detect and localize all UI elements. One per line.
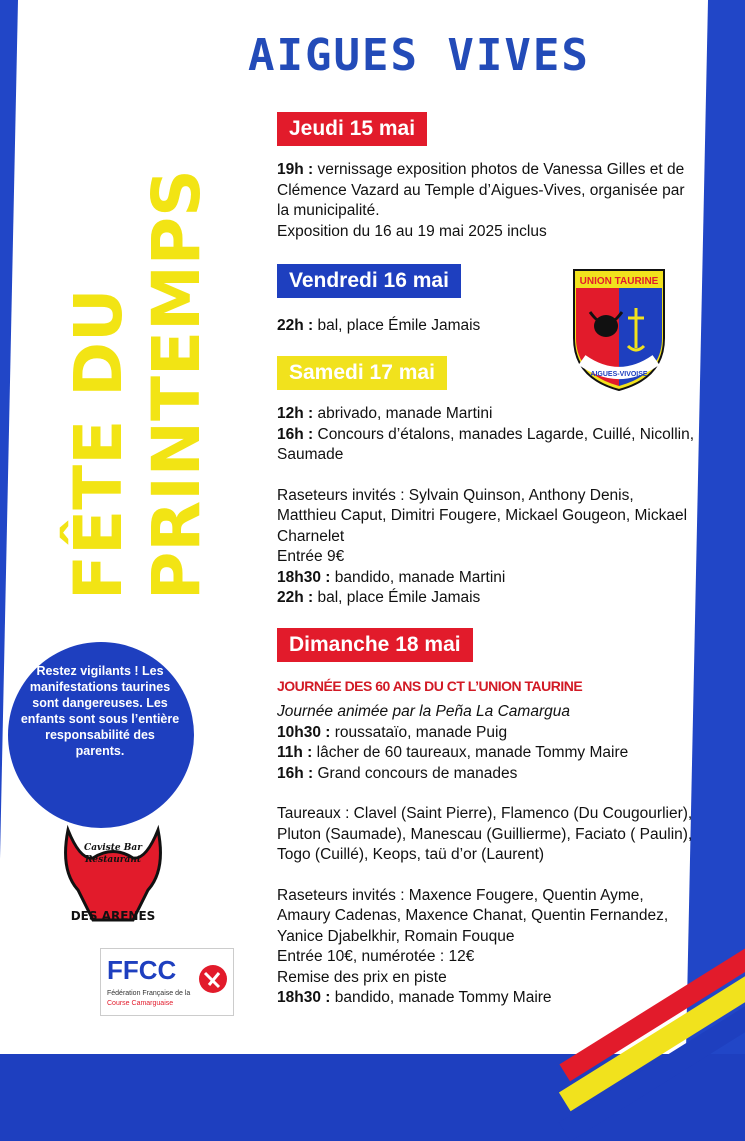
event-text: vernissage exposition photos de Vanessa Gilles et de Clémence Vazard au Temple d’Aigues-Vives, organisée par la municipalité. — [277, 161, 685, 219]
ffcc-line1: Fédération Française de la — [107, 990, 191, 997]
dimanche-entree: Entrée 10€, numérotée : 12€ — [277, 948, 475, 965]
event-text: Concours d’étalons, manades Lagarde, Cuillé, Nicollin, Saumade — [277, 425, 695, 463]
vertical-title — [60, 169, 216, 600]
bar-logo-line3: DES ARENES — [70, 909, 156, 923]
time-label: 16h : — [277, 425, 314, 443]
special-banner: JOURNÉE DES 60 ANS DU CT L’UNION TAURINE — [277, 678, 583, 694]
bar-logo-line2: Restaurant — [84, 855, 142, 865]
dimanche-text — [277, 702, 697, 1009]
animee-text: Journée animée par la Peña La Camargua — [277, 703, 570, 720]
time-label: 22h : — [277, 317, 314, 334]
ffcc-line2: Course Camarguaise — [107, 1000, 174, 1007]
bull-head-icon — [594, 315, 618, 337]
samedi-text — [277, 404, 697, 609]
event-text: lâcher de 60 taureaux, manade Tommy Maire — [312, 744, 629, 761]
time-label: 22h : — [277, 589, 314, 606]
time-label: 18h30 : — [277, 989, 331, 1006]
event-text: bandido, manade Tommy Maire — [330, 989, 552, 1006]
day-header-samedi: Samedi 17 mai — [277, 356, 447, 390]
page-title: AIGUES VIVES — [248, 30, 590, 81]
time-label: 16h : — [277, 764, 314, 782]
warning-text: Restez vigilants ! Les manifestations taurines sont dangereuses. Les enfants sont sous l’entière responsabilité des parents. — [20, 664, 180, 758]
bar-des-arenes-logo — [58, 820, 168, 930]
samedi-entree: Entrée 9€ — [277, 548, 345, 565]
event-text: abrivado, manade Martini — [313, 405, 493, 422]
dimanche-taureaux: Taureaux : Clavel (Saint Pierre), Flamenco (Du Cougourlier), Pluton (Saumade), Manescau (Guillierme), Faciato ( Paulin), Togo (Cuillé), Keops, taü d’or (Laurent) — [277, 805, 693, 863]
vertical-title-line1: FÊTE DU — [60, 288, 137, 600]
event-text: bal, place Émile Jamais — [313, 317, 481, 334]
day-header-vendredi: Vendredi 16 mai — [277, 264, 461, 298]
ffcc-abbr: FFCC — [107, 955, 177, 985]
event-text: roussataïo, manade Puig — [330, 723, 508, 741]
time-label: 12h : — [277, 405, 314, 422]
time-label: 18h30 : — [277, 568, 331, 586]
time-label: 19h : — [277, 161, 314, 178]
dimanche-raseteurs: Raseteurs invités : Maxence Fougere, Quentin Ayme, Amaury Cadenas, Maxence Chanat, Quentin Fernandez, Yanice Djabelkhir, Romain Fouque — [277, 886, 669, 945]
union-logo-top-text: UNION TAURINE — [579, 276, 659, 287]
samedi-raseteurs: Raseteurs invités : Sylvain Quinson, Anthony Denis, Matthieu Caput, Dimitri Fougere, Mickael Gougeon, Mickael Charnelet — [277, 486, 688, 545]
event-text: bandido, manade Martini — [330, 568, 506, 586]
day-header-dimanche: Dimanche 18 mai — [277, 628, 473, 662]
bar-logo-line1: Caviste Bar — [84, 843, 142, 853]
exposition-dates: Exposition du 16 au 19 mai 2025 inclus — [277, 222, 547, 240]
event-text: bal, place Émile Jamais — [313, 589, 481, 606]
union-taurine-logo — [572, 268, 666, 392]
dimanche-remise: Remise des prix en piste — [277, 968, 447, 986]
time-label: 11h : — [277, 744, 313, 761]
time-label: 10h30 : — [277, 723, 331, 741]
jeudi-text — [277, 160, 697, 242]
event-text: Grand concours de manades — [313, 764, 518, 782]
ffcc-logo — [100, 948, 234, 1016]
union-logo-bottom-text: AIGUES-VIVOISE — [590, 371, 648, 378]
vertical-title-line2: PRINTEMPS — [138, 169, 215, 600]
day-header-jeudi: Jeudi 15 mai — [277, 112, 427, 146]
